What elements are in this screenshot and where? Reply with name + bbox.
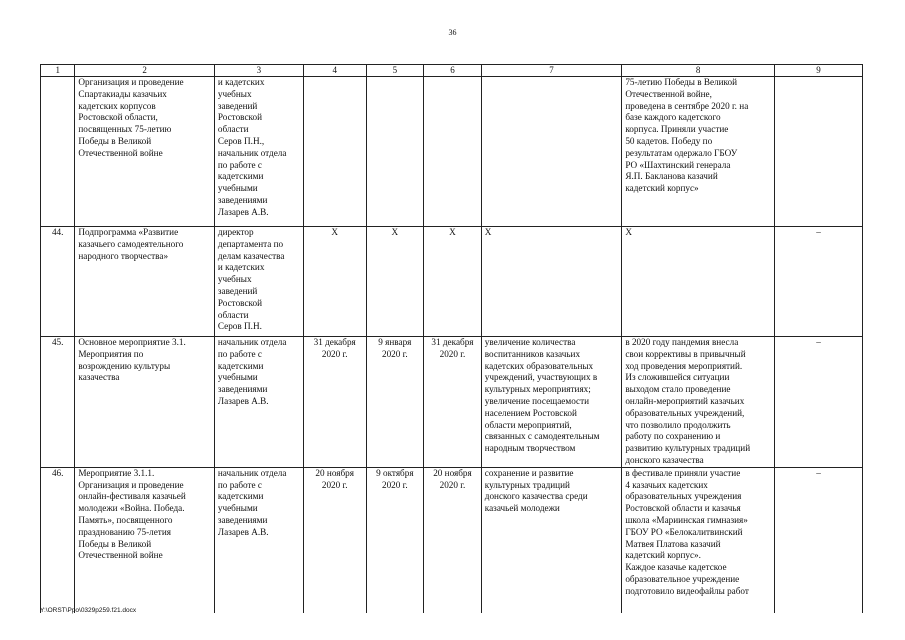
responsible-person-line: начальник отдела <box>217 147 287 158</box>
responsible-person-line: учебными <box>217 183 258 194</box>
responsible-person-line: по работе с <box>217 479 262 490</box>
actual-result-line: онлайн-мероприятий казачьих <box>625 395 745 406</box>
event-name-cell <box>75 467 215 613</box>
actual-result-line: результатам одержало ГБОУ <box>625 147 738 158</box>
actual-result-cell <box>622 227 775 337</box>
responsible-person-line: учебных <box>217 274 252 285</box>
planned-result-line: учреждений, участвующих в <box>484 372 598 383</box>
actual-result-line: ход проведения мероприятий. <box>625 360 743 371</box>
planned-result-cell <box>481 77 622 227</box>
actual-start-date-line: 2020 г. <box>381 348 408 359</box>
actual-result-line: Х <box>625 227 632 237</box>
responsible-person-line: департамента по <box>217 238 284 249</box>
planned-date-line: 2020 г. <box>321 348 348 359</box>
planned-result-cell <box>481 227 622 337</box>
planned-result-line: народным творчеством <box>484 443 576 454</box>
planned-result-line: увеличение посещаемости <box>484 395 590 406</box>
reason-note-cell <box>774 227 862 337</box>
actual-result-line: выходом стало проведение <box>625 384 731 395</box>
actual-start-date-cell <box>366 227 424 337</box>
responsible-person-line: Ростовской <box>217 112 263 123</box>
responsible-person-line: заведениями <box>217 194 268 205</box>
actual-result-line: корпуса. Приняли участие <box>625 124 729 135</box>
responsible-person-cell <box>214 467 303 613</box>
actual-result-line: донского казачества <box>625 454 704 465</box>
row-number-cell <box>41 77 75 227</box>
actual-end-date-line: 2020 г. <box>439 479 466 490</box>
actual-result-line: что позволило продолжить <box>625 419 731 430</box>
actual-result-line: образовательное учреждение <box>625 573 740 584</box>
actual-result-cell <box>622 337 775 468</box>
actual-start-date-line: 9 января <box>378 337 412 347</box>
event-name-line: Подпрограмма «Развитие <box>78 227 179 237</box>
event-name-line: Победы в Великой <box>78 135 152 146</box>
actual-end-date-line: 20 ноября <box>433 467 472 478</box>
event-name-line: возрождению культуры <box>78 360 171 371</box>
responsible-person-line: директор <box>217 227 254 237</box>
row-number-cell: 45. <box>41 337 75 468</box>
responsible-person-line: Лазарев А.В. <box>217 395 269 406</box>
actual-result-line: Каждое казачье кадетское <box>625 562 727 573</box>
planned-date-cell <box>303 467 366 613</box>
column-number-row <box>41 65 863 77</box>
event-name-line: Победы в Великой <box>78 538 152 549</box>
event-name-line: Мероприятия по <box>78 348 144 359</box>
actual-result-line: 75-летию Победы в Великой <box>625 77 738 87</box>
table-row <box>41 227 863 337</box>
reason-note-line: – <box>816 227 821 237</box>
event-name-line: Отечественной войне <box>78 550 163 561</box>
responsible-person-line: кадетскими <box>217 491 264 502</box>
column-header-6: 6 <box>424 65 482 77</box>
actual-result-cell <box>622 467 775 613</box>
responsible-person-line: заведений <box>217 285 258 296</box>
actual-start-date-cell <box>366 337 424 468</box>
event-name-line: Ростовской области, <box>78 112 158 123</box>
column-header-1: 1 <box>41 65 75 77</box>
event-name-cell <box>75 227 215 337</box>
reason-note-cell <box>774 337 862 468</box>
actual-result-line: подготовило видеофайлы работ <box>625 585 749 596</box>
actual-result-line: работу по сохранению и <box>625 431 721 442</box>
event-name-line: народного творчества» <box>78 250 169 261</box>
actual-result-line: кадетский корпус». <box>625 550 701 561</box>
event-name-line: онлайн-фестиваля казачьей <box>78 491 186 502</box>
table-row <box>41 337 863 468</box>
responsible-person-line: Ростовской <box>217 297 263 308</box>
column-header-4: 4 <box>303 65 366 77</box>
responsible-person-line: кадетскими <box>217 360 264 371</box>
planned-date-line: Х <box>331 227 339 237</box>
planned-result-line: культурных традиций <box>484 479 570 490</box>
actual-start-date-line: 2020 г. <box>381 479 408 490</box>
planned-result-cell <box>481 467 622 613</box>
actual-result-line: Ростовской области и казачья <box>625 503 741 514</box>
actual-result-line: 50 кадетов. Победу по <box>625 135 713 146</box>
table-row <box>41 77 863 227</box>
column-header-9: 9 <box>774 65 862 77</box>
event-name-line: казачьего самодеятельного <box>78 238 184 249</box>
responsible-person-line: делам казачества <box>217 250 285 261</box>
column-header-8: 8 <box>622 65 775 77</box>
column-header-3: 3 <box>214 65 303 77</box>
responsible-person-cell <box>214 337 303 468</box>
event-name-line: молодежи «Война. Победа. <box>78 503 185 514</box>
actual-end-date-cell <box>424 467 482 613</box>
actual-result-line: базе каждого кадетского <box>625 112 721 123</box>
actual-start-date-cell <box>366 77 424 227</box>
reason-note-line: – <box>816 467 821 478</box>
actual-result-line: свои коррективы в привычный <box>625 348 746 359</box>
actual-end-date-line: Х <box>449 227 456 237</box>
column-header-2: 2 <box>75 65 215 77</box>
actual-result-line: Я.П. Бакланова казачий <box>625 171 718 182</box>
responsible-person-line: и кадетских <box>217 77 265 87</box>
event-name-line: празднованию 75-летия <box>78 526 171 537</box>
row-number-cell: 44. <box>41 227 75 337</box>
planned-date-line: 2020 г. <box>321 479 348 490</box>
planned-result-line: сохранение и развитие <box>484 467 574 478</box>
table-row <box>41 467 863 613</box>
planned-date-cell <box>303 337 366 468</box>
event-name-line: Память», посвященного <box>78 514 173 525</box>
actual-result-line: 4 казачьих кадетских <box>625 479 708 490</box>
actual-start-date-line: Х <box>391 227 399 237</box>
planned-result-line: Х <box>484 227 492 237</box>
actual-result-line: развитию культурных традиций <box>625 443 751 454</box>
actual-result-line: в фестивале приняли участие <box>625 467 741 478</box>
actual-result-line: школа «Мариинская гимназия» <box>625 514 748 525</box>
actual-end-date-cell <box>424 77 482 227</box>
event-name-line: Мероприятие 3.1.1. <box>78 467 155 478</box>
actual-result-line: в 2020 году пандемия внесла <box>625 337 739 347</box>
actual-result-cell <box>622 77 775 227</box>
responsible-person-line: Серов П.Н. <box>217 321 262 332</box>
responsible-person-line: области <box>217 124 249 135</box>
actual-result-line: кадетский корпус» <box>625 183 699 194</box>
actual-start-date-line: 9 октября <box>376 467 414 478</box>
actual-start-date-cell <box>366 467 424 613</box>
actual-result-line: образовательных учреждений, <box>625 407 745 418</box>
responsible-person-line: Лазарев А.В. <box>217 526 269 537</box>
report-table <box>40 64 863 613</box>
event-name-line: кадетских корпусов <box>78 100 156 111</box>
responsible-person-cell <box>214 227 303 337</box>
responsible-person-line: Лазарев А.В. <box>217 206 269 217</box>
actual-result-line: проведена в сентябре 2020 г. на <box>625 100 749 111</box>
event-name-line: Организация и проведение <box>78 479 184 490</box>
planned-result-line: воспитанников казачьих <box>484 348 581 359</box>
responsible-person-line: заведений <box>217 100 258 111</box>
responsible-person-line: кадетскими <box>217 171 264 182</box>
event-name-line: казачества <box>78 372 120 383</box>
event-name-line: Основное мероприятие 3.1. <box>78 337 186 347</box>
planned-result-line: населением Ростовской <box>484 407 577 418</box>
responsible-person-line: учебными <box>217 372 258 383</box>
responsible-person-cell <box>214 77 303 227</box>
row-number-cell: 46. <box>41 467 75 613</box>
responsible-person-line: учебными <box>217 503 258 514</box>
planned-result-line: донского казачества среди <box>484 491 588 502</box>
actual-result-line: Матвея Платова казачий <box>625 538 721 549</box>
page-number: 36 <box>448 28 457 37</box>
actual-end-date-line: 31 декабря <box>431 337 474 347</box>
event-name-cell <box>75 337 215 468</box>
event-name-line: Отечественной войне <box>78 147 163 158</box>
planned-date-cell <box>303 227 366 337</box>
file-path-footer: Y:\ORST\Ppo\0329p259.f21.docx <box>40 607 137 614</box>
responsible-person-line: начальник отдела <box>217 467 287 478</box>
responsible-person-line: заведениями <box>217 384 268 395</box>
planned-date-line: 20 ноября <box>315 467 354 478</box>
responsible-person-line: по работе с <box>217 159 262 170</box>
planned-date-cell <box>303 77 366 227</box>
event-name-cell <box>75 77 215 227</box>
planned-result-line: казачьей молодежи <box>484 503 560 514</box>
event-name-line: Организация и проведение <box>78 77 184 87</box>
responsible-person-line: начальник отдела <box>217 337 287 347</box>
responsible-person-line: заведениями <box>217 514 268 525</box>
actual-end-date-line: 2020 г. <box>439 348 466 359</box>
actual-result-line: образовательных учреждения <box>625 491 742 502</box>
responsible-person-line: учебных <box>217 88 252 99</box>
planned-result-line: увеличение количества <box>484 337 576 347</box>
actual-result-line: ГБОУ РО «Белокалитвинский <box>625 526 743 537</box>
actual-result-line: РО «Шахтинский генерала <box>625 159 731 170</box>
reason-note-line: – <box>816 337 821 347</box>
responsible-person-line: по работе с <box>217 348 262 359</box>
responsible-person-line: и кадетских <box>217 262 265 273</box>
reason-note-cell <box>774 467 862 613</box>
actual-result-line: Отечественной войне, <box>625 88 712 99</box>
planned-result-line: культурных мероприятиях; <box>484 384 591 395</box>
planned-result-cell <box>481 337 622 468</box>
actual-end-date-cell <box>424 227 482 337</box>
planned-result-line: кадетских образовательных <box>484 360 594 371</box>
planned-result-line: области мероприятий, <box>484 419 572 430</box>
responsible-person-line: Серов П.Н., <box>217 135 265 146</box>
column-header-7: 7 <box>481 65 622 77</box>
actual-end-date-cell <box>424 337 482 468</box>
reason-note-cell <box>774 77 862 227</box>
actual-result-line: Из сложившейся ситуации <box>625 372 730 383</box>
event-name-line: посвященных 75-летию <box>78 124 172 135</box>
planned-date-line: 31 декабря <box>313 337 356 347</box>
event-name-line: Спартакиады казачьих <box>78 88 167 99</box>
responsible-person-line: области <box>217 309 249 320</box>
column-header-5: 5 <box>366 65 424 77</box>
planned-result-line: связанных с самодеятельным <box>484 431 600 442</box>
